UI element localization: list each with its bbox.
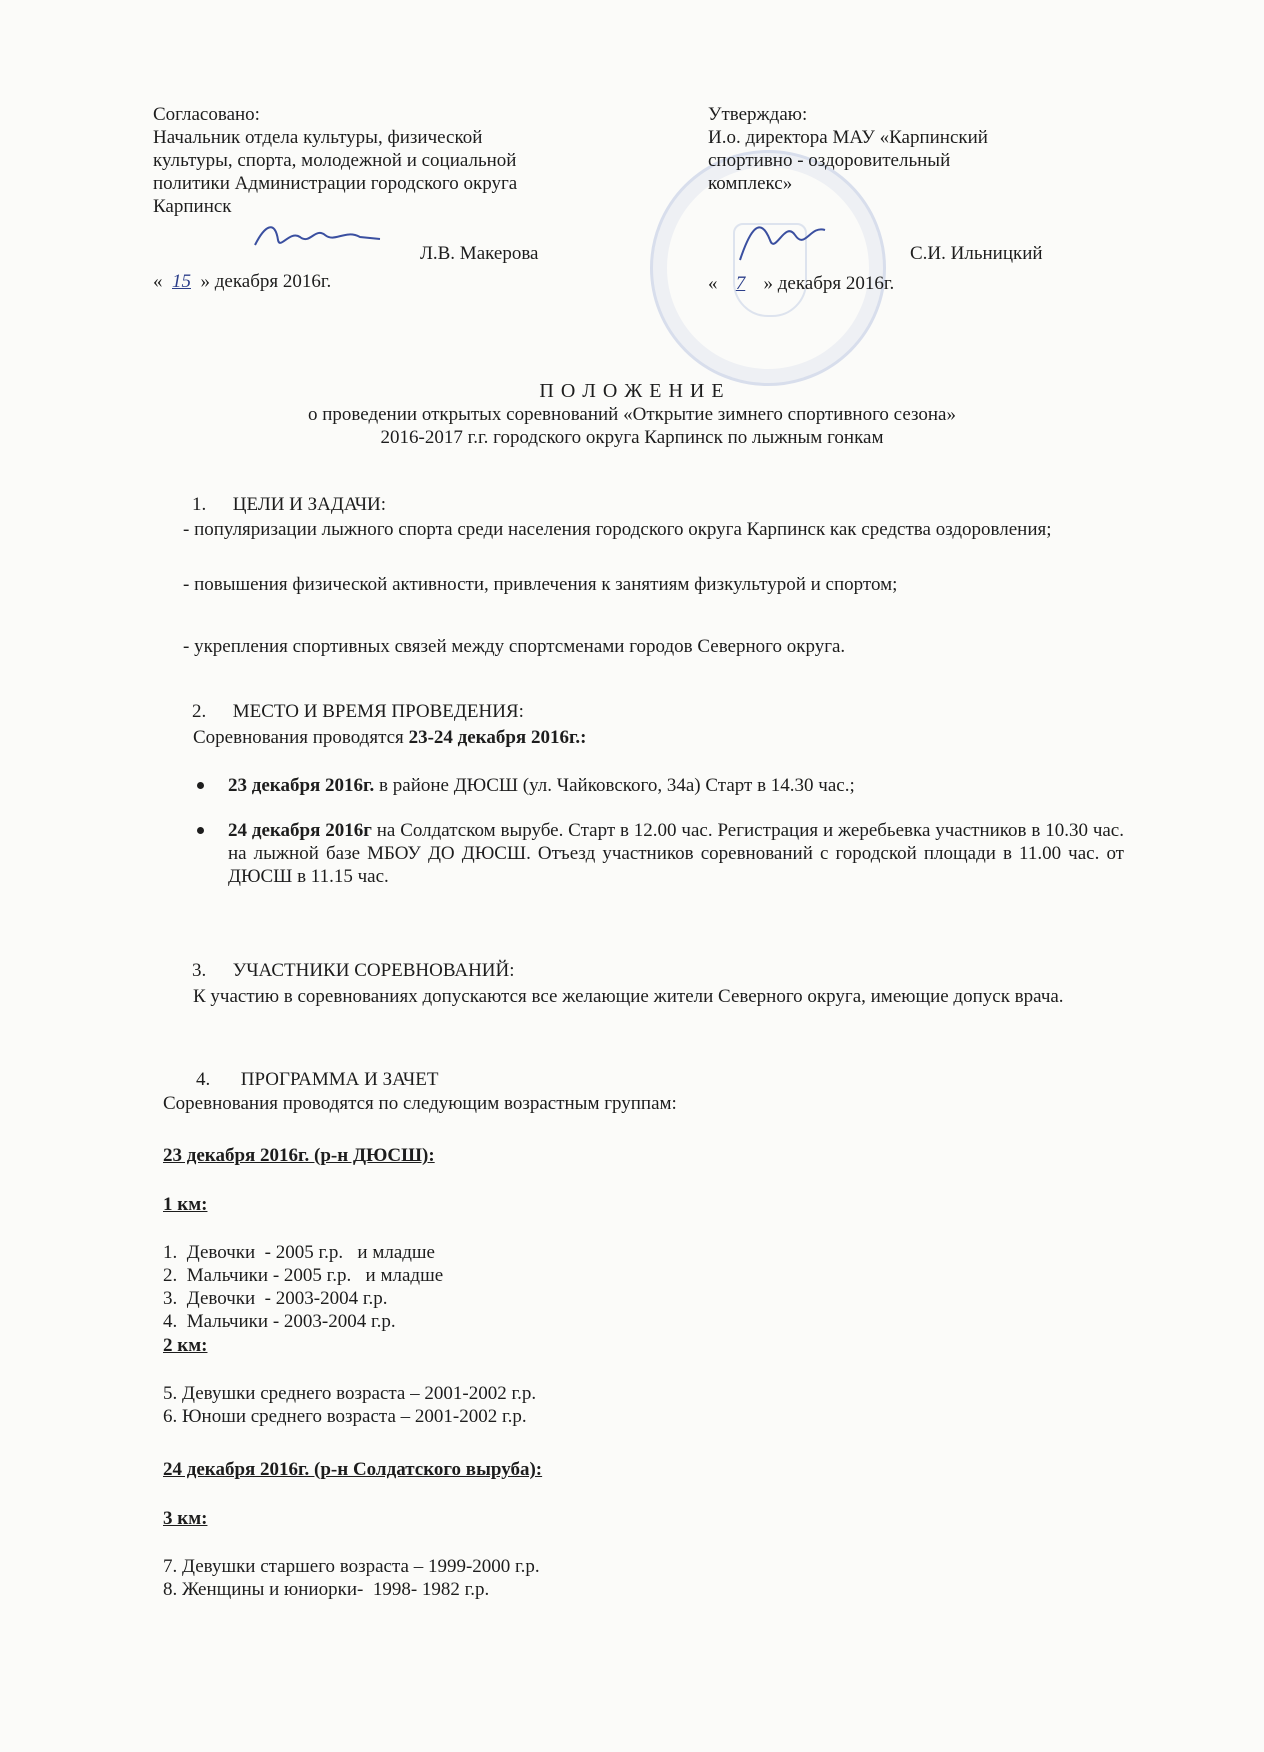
approval-left-line3: политики Администрации городского округа: [153, 173, 518, 194]
approval-left-date-day: 15: [172, 271, 191, 292]
section-4-intro: Соревнования проводятся по следующим возрастным группам:: [163, 1093, 677, 1114]
document-title-block: [100, 380, 1164, 449]
section-4-heading: [196, 1068, 438, 1091]
day-1-heading: 23 декабря 2016г. (р-н ДЮСШ):: [163, 1145, 435, 1166]
section-4-title: ПРОГРАММА И ЗАЧЕТ: [240, 1069, 439, 1090]
section-2-bullets: [160, 774, 1124, 888]
approval-right-date-day: 7: [735, 273, 746, 294]
section-2-title: МЕСТО И ВРЕМЯ ПРОВЕДЕНИЯ:: [232, 701, 524, 722]
section-2-intro-dates: 23-24 декабря 2016г.:: [408, 727, 587, 748]
signature-left: [250, 215, 390, 255]
section-4-number: 4.: [196, 1069, 211, 1090]
approval-right-line1: И.о. директора МАУ «Карпинский: [708, 127, 988, 148]
section-2-bullet-1-text: в районе ДЮСШ (ул. Чайковского, 34а) Старт в 14.30 час.;: [374, 775, 855, 796]
approval-right-block: [708, 103, 1128, 195]
section-2-intro: [193, 726, 587, 749]
approval-left-name: Л.В. Макерова: [420, 243, 539, 264]
group-2: 2. Мальчики - 2005 г.р. и младше: [163, 1265, 444, 1286]
bullet-dot-icon: [197, 827, 204, 834]
section-2-bullet-2-date: 24 декабря 2016г: [228, 820, 372, 841]
approval-left-line4: Карпинск: [153, 196, 232, 217]
group-8: 8. Женщины и юниорки- 1998- 1982 г.р.: [163, 1579, 490, 1600]
distance-2km-heading: 2 км:: [163, 1335, 208, 1356]
section-3-heading: [192, 959, 515, 982]
approval-right-date: [708, 272, 894, 295]
section-3-number: 3.: [192, 960, 207, 981]
approval-right-heading: Утверждаю:: [708, 104, 808, 125]
section-1-item-2: - повышения физической активности, привлечения к занятиям физкультурой и спортом;: [183, 574, 898, 595]
section-2-heading: [192, 700, 524, 723]
document-subtitle-2: 2016-2017 г.г. городского округа Карпинск по лыжным гонкам: [380, 427, 884, 448]
approval-right-line3: комплекс»: [708, 173, 793, 194]
section-2-intro-text: Соревнования проводятся: [193, 727, 409, 748]
date-open-quote-right: «: [708, 273, 718, 294]
section-1-heading: [192, 493, 386, 516]
group-3: 3. Девочки - 2003-2004 г.р.: [163, 1288, 388, 1309]
section-3-title: УЧАСТНИКИ СОРЕВНОВАНИЙ:: [232, 960, 515, 981]
group-6: 6. Юноши среднего возраста – 2001-2002 г.р.: [163, 1406, 527, 1427]
approval-left-date: [153, 270, 331, 293]
section-2-number: 2.: [192, 701, 207, 722]
section-2-bullet-1-date: 23 декабря 2016г.: [228, 775, 375, 796]
section-1-title: ЦЕЛИ И ЗАДАЧИ:: [232, 494, 387, 515]
approval-left-line2: культуры, спорта, молодежной и социальной: [153, 150, 517, 171]
signature-right: [730, 210, 840, 270]
approval-right-line2: спортивно - оздоровительный: [708, 150, 951, 171]
section-1-number: 1.: [192, 494, 207, 515]
group-1: 1. Девочки - 2005 г.р. и младше: [163, 1242, 435, 1263]
distance-1km-heading: 1 км:: [163, 1194, 208, 1215]
bullet-dot-icon: [197, 782, 204, 789]
approval-right-name: С.И. Ильницкий: [910, 243, 1043, 264]
section-2-bullet-1: [160, 774, 1124, 797]
section-3-text: К участию в соревнованиях допускаются все желающие жители Северного округа, имеющие допуск врача.: [193, 986, 1064, 1007]
section-1-item-3: - укрепления спортивных связей между спортсменами городов Северного округа.: [183, 636, 846, 657]
group-4: 4. Мальчики - 2003-2004 г.р.: [163, 1311, 396, 1332]
distance-3km-heading: 3 км:: [163, 1508, 208, 1529]
approval-right-date-rest: » декабря 2016г.: [763, 273, 895, 294]
group-5: 5. Девушки среднего возраста – 2001-2002 г.р.: [163, 1383, 537, 1404]
section-1-item-1: - популяризации лыжного спорта среди населения городского округа Карпинск как средства оздоровления;: [183, 519, 1052, 540]
approval-left-heading: Согласовано:: [153, 104, 260, 125]
section-2-bullet-2-text: на Солдатском вырубе. Старт в 12.00 час. Регистрация и жеребьевка участников в 10.30 час. на лыжной базе МБОУ ДО ДЮСШ. Отъезд участников соревнований с городской площади в 11.00 час. от ДЮСШ в 11.15 час.: [228, 820, 1124, 887]
approval-left-line1: Начальник отдела культуры, физической: [153, 127, 483, 148]
document-subtitle-1: о проведении открытых соревнований «Открытие зимнего спортивного сезона»: [308, 404, 956, 425]
approval-left-date-rest: » декабря 2016г.: [200, 271, 332, 292]
day-2-heading: 24 декабря 2016г. (р-н Солдатского выруба):: [163, 1459, 543, 1480]
date-open-quote: «: [153, 271, 163, 292]
group-7: 7. Девушки старшего возраста – 1999-2000 г.р.: [163, 1556, 540, 1577]
section-2-bullet-2: [160, 819, 1124, 888]
document-title: П О Л О Ж Е Н И Е: [539, 380, 725, 402]
approval-left-block: [153, 103, 653, 218]
